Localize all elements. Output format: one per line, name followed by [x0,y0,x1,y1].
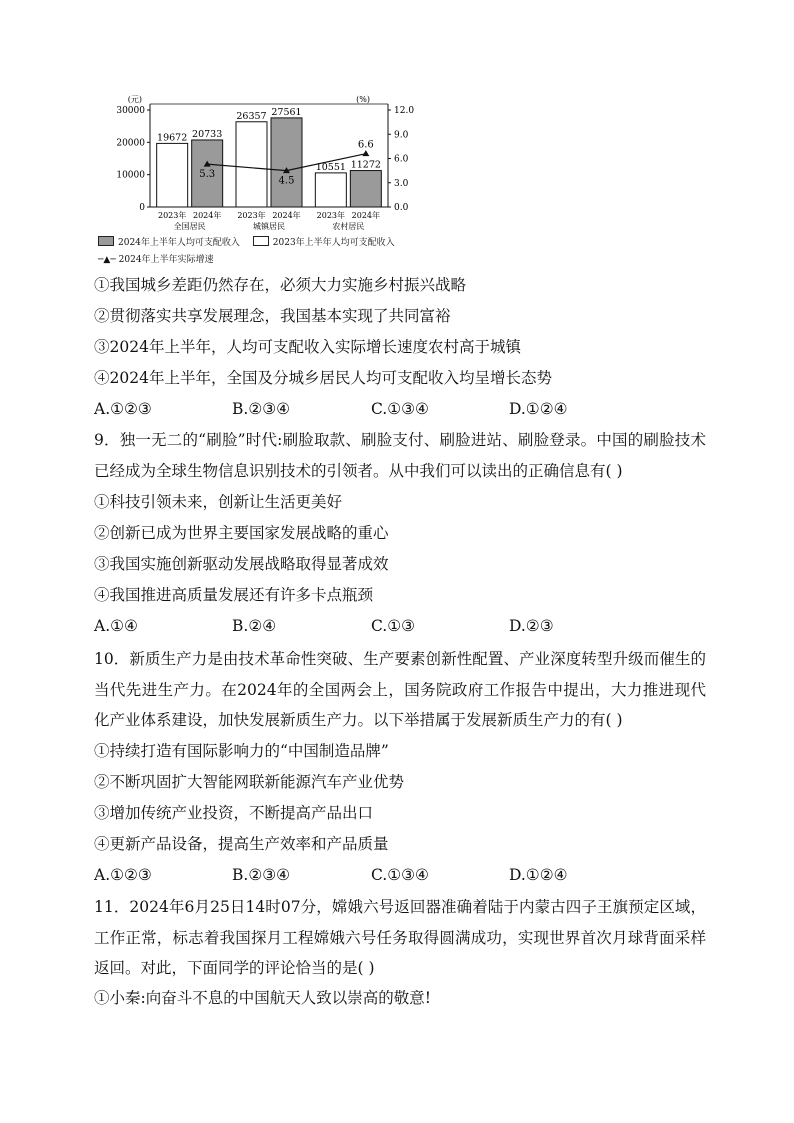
bar-2024-value-label: 27561 [271,106,302,118]
bar-2024 [350,171,381,207]
q8-option-d[interactable]: D.①②④ [509,400,568,418]
q10-option-a[interactable]: A.①②③ [94,866,152,884]
q10-item-3: ③增加传统产业投资，不断提高产品出口 [94,804,374,822]
growth-value-label: 6.6 [357,139,374,151]
bar-2024 [271,118,302,207]
q8-option-c[interactable]: C.①③④ [371,400,429,418]
y-right-unit: (%) [356,95,370,104]
bar-2024-value-label: 11272 [350,159,381,171]
y-left-tick-label: 30000 [116,106,145,116]
q8-options [94,399,734,419]
q10-item-4: ④更新产品设备，提高生产效率和产品质量 [94,835,389,853]
x-category-label: 农村居民 [332,222,365,231]
bar-2023 [315,173,346,207]
q8-item-3: ③2024年上半年，人均可支配收入实际增长速度农村高于城镇 [94,338,521,356]
y-left-tick-label: 0 [139,203,145,213]
q8-item-2: ②贯彻落实共享发展理念，我国基本实现了共同富裕 [94,307,451,325]
legend-label-2024: 2024年上半年人均可支配收入 [118,238,240,248]
legend-swatch-2024 [98,236,114,246]
x-year-label: 2024年 [351,211,381,220]
bar-2023-value-label: 19672 [157,132,188,144]
x-category-label: 全国居民 [173,222,206,231]
q10-item-2: ②不断巩固扩大智能网联新能源汽车产业优势 [94,773,405,791]
legend-swatch-2023 [253,236,269,246]
growth-value-label: 5.3 [199,169,216,181]
q11-stem: 11．2024年6月25日14时07分，嫦娥六号返回器准确着陆于内蒙古四子王旗预定区域，工作正常，标志着我国探月工程嫦娥六号任务取得圆满成功，实现世界首次月球背面采样返回。对此，下面同学的评论恰当的是( ) [94,898,706,977]
chart-legend-row-2 [98,254,214,266]
y-right-tick-label: 9.0 [394,130,409,141]
x-category-label: 城镇居民 [253,222,285,231]
x-year-label: 2024年 [192,211,222,220]
bar-2023-value-label: 26357 [236,110,267,122]
bar-2023-value-label: 10551 [315,161,346,173]
y-left-tick-label: 10000 [116,170,145,181]
q10-options [94,865,734,885]
bar-2023 [157,143,188,207]
x-year-label: 2023年 [316,211,346,220]
q8-option-a[interactable]: A.①②③ [94,400,152,418]
q9-option-b[interactable]: B.②④ [232,617,277,635]
q9-item-4: ④我国推进高质量发展还有许多卡点瓶颈 [94,586,374,604]
y-right-tick-label: 6.0 [394,154,409,165]
q11-item-1: ①小秦:向奋斗不息的中国航天人致以崇高的敬意! [94,989,431,1007]
q10-option-b[interactable]: B.②③④ [232,866,291,884]
q9-option-c[interactable]: C.①③ [371,617,416,635]
legend-label-growth: 2024年上半年实际增速 [118,255,214,265]
q8-item-1: ①我国城乡差距仍然存在，必须大力实施乡村振兴战略 [94,276,467,294]
x-year-label: 2024年 [272,211,301,220]
y-left-unit: (元) [127,95,142,104]
q9-item-3: ③我国实施创新驱动发展战略取得显著成效 [94,555,389,573]
q8-item-4: ④2024年上半年，全国及分城乡居民人均可支配收入均呈增长态势 [94,369,552,387]
x-year-label: 2023年 [157,211,187,220]
y-right-tick-label: 3.0 [394,178,409,189]
q9-option-a[interactable]: A.①④ [94,617,138,635]
q9-item-2: ②创新已成为世界主要国家发展战略的重心 [94,524,389,542]
chart-legend-row-1 [98,236,395,249]
bar-2024-value-label: 20733 [192,128,223,140]
legend-label-2023: 2023年上半年人均可支配收入 [272,238,395,248]
x-year-label: 2023年 [237,211,266,220]
q8-option-b[interactable]: B.②③④ [232,400,291,418]
q9-option-d[interactable]: D.②③ [509,617,554,635]
q9-item-1: ①科技引领未来，创新让生活更美好 [94,493,343,511]
q10-option-c[interactable]: C.①③④ [371,866,429,884]
bar-2023 [236,122,267,207]
growth-value-label: 4.5 [278,175,295,187]
y-right-tick-label: 12.0 [394,106,415,116]
q9-options [94,616,734,636]
growth-point [362,150,369,156]
q10-item-1: ①持续打造有国际影响力的“中国制造品牌” [94,742,389,760]
y-left-tick-label: 20000 [116,138,145,149]
q10-option-d[interactable]: D.①②④ [509,866,568,884]
q10-stem: 10．新质生产力是由技术革命性突破、生产要素创新性配置、产业深度转型升级而催生的当代先进生产力。在2024年的全国两会上，国务院政府工作报告中提出，大力推进现代化产业体系建设，加快发展新质生产力。以下举措属于发展新质生产力的有( ) [94,650,706,729]
legend-line-icon: ─▲─ [98,255,116,265]
y-right-tick-label: 0.0 [394,203,409,213]
q9-stem: 9．独一无二的“刷脸”时代:刷脸取款、刷脸支付、刷脸进站、刷脸登录。中国的刷脸技术已经成为全球生物信息识别技术的引领者。从中我们可以读出的正确信息有( ) [94,431,706,480]
